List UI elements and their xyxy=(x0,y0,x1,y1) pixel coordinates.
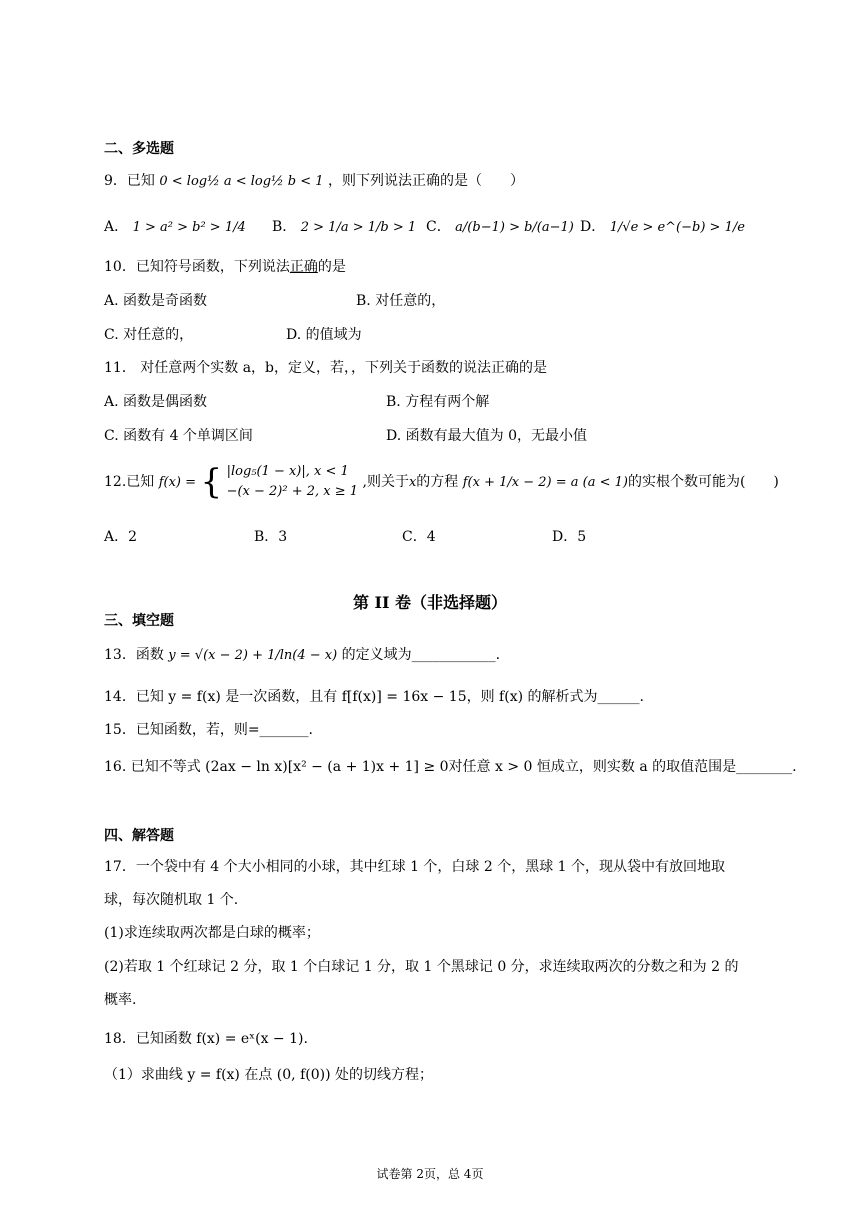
question-18-part-1: （1）求曲线 y = f(x) 在点 (0, f(0)) 处的切线方程； xyxy=(104,1067,433,1083)
q9-option-b: B． 2 > 1/a > 1/b > 1 xyxy=(272,219,417,235)
question-17-part-1: (1)求连续取两次都是白球的概率； xyxy=(104,925,320,941)
piecewise-brace-icon: { xyxy=(200,462,223,502)
question-13: 13．函数 y = √(x − 2) + 1/ln(4 − x) 的定义域为____________. xyxy=(104,647,501,663)
q12-option-b: B．3 xyxy=(254,529,288,545)
q9-math: 0 < log½ a < log½ b < 1 xyxy=(159,174,324,189)
question-17-line-2: 球，每次随机取 1 个. xyxy=(104,892,239,908)
q10-option-b: B. 对任意的， xyxy=(356,293,446,309)
q10-option-a: A. 函数是奇函数 xyxy=(104,293,208,309)
q11-option-c: C. 函数有 4 个单调区间 xyxy=(104,428,253,444)
q12-option-d: D．5 xyxy=(552,529,587,545)
section-title-fill-in: 三、填空题 xyxy=(104,613,174,629)
page-footer: 试卷第 2页，总 4页 xyxy=(376,1167,484,1181)
q10-option-d: D. 的值域为 xyxy=(286,327,362,343)
question-16: 16. 已知不等式 (2ax − ln x)[x² − (a + 1)x + 1] ≥ 0对任意 x > 0 恒成立，则实数 a 的取值范围是________. xyxy=(104,759,797,775)
q9-option-d: D． 1/√e > e^(−b) > 1/e xyxy=(580,219,745,235)
q12-option-a: A．2 xyxy=(104,529,138,545)
question-12-stem: 12.已知 f(x) = { |log₅(1 − x)|, x < 1 −(x − 2)² + 2, x ≥ 1 ,则关于x的方程 f(x + 1/x − 2) = a (a < 1)的实根个数可能为( ) xyxy=(104,462,779,502)
q11-option-a: A. 函数是偶函数 xyxy=(104,394,208,410)
question-11-stem: 11． 对任意两个实数 a，b，定义，若，，下列关于函数的说法正确的是 xyxy=(104,360,548,376)
question-17-line-1: 17．一个袋中有 4 个大小相同的小球，其中红球 1 个，白球 2 个，黑球 1 个，现从袋中有放回地取 xyxy=(104,859,726,875)
section-title-problems: 四、解答题 xyxy=(104,828,174,844)
question-10-stem: 10．已知符号函数，下列说法正确的是 xyxy=(104,259,346,275)
question-9-stem xyxy=(104,170,524,193)
question-14: 14．已知 y = f(x) 是一次函数，且有 f[f(x)] = 16x − 15，则 f(x) 的解析式为______. xyxy=(104,689,644,705)
question-15: 15．已知函数，若，则=_______. xyxy=(104,722,313,738)
q10-option-c: C. 对任意的， xyxy=(104,327,194,343)
question-17-part-2: (2)若取 1 个红球记 2 分，取 1 个白球记 1 分，取 1 个黑球记 0 分，求连续取两次的分数之和为 2 的 xyxy=(104,959,739,975)
q11-option-b: B. 方程有两个解 xyxy=(386,394,490,410)
question-18-stem: 18．已知函数 f(x) = eˣ(x − 1). xyxy=(104,1031,308,1047)
q11-option-d: D. 函数有最大值为 0，无最小值 xyxy=(386,428,587,444)
q12-piecewise-cases: |log₅(1 − x)|, x < 1 −(x − 2)² + 2, x ≥ 1 xyxy=(226,464,359,499)
part-2-title: 第 II 卷（非选择题） xyxy=(352,593,508,612)
section-title-multi-choice: 二、多选题 xyxy=(104,141,174,157)
question-17-line-5: 概率. xyxy=(104,992,137,1008)
q9-option-a: A． 1 > a² > b² > 1/4 xyxy=(104,219,246,235)
q12-option-c: C．4 xyxy=(402,529,436,545)
q9-suffix: ，则下列说法正确的是（ ） xyxy=(328,173,524,189)
q9-prefix: 9．已知 xyxy=(104,173,155,189)
q9-option-c: C． a/(b−1) > b/(a−1) xyxy=(426,219,574,235)
